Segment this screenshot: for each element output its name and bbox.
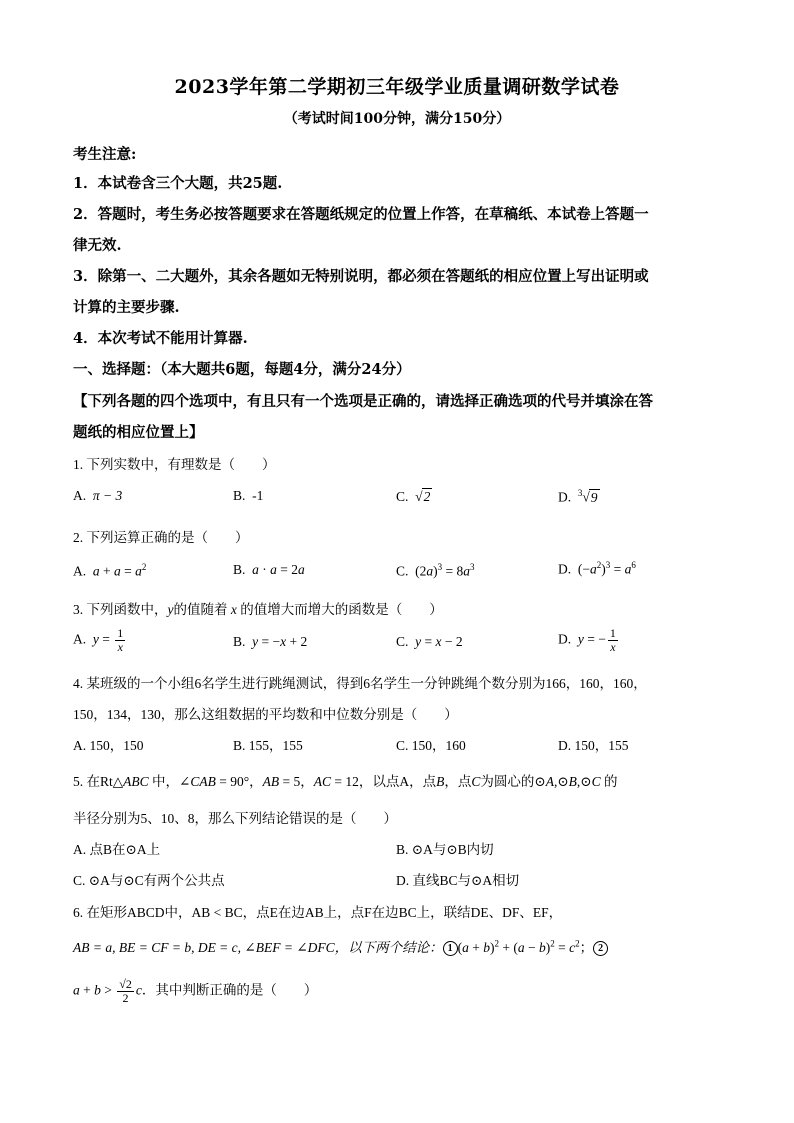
circled-number-2: 2 <box>593 941 608 956</box>
q1-option-a: A. π − 3 <box>73 488 123 503</box>
q4-option-d: D. 150，155 <box>558 738 629 753</box>
q1-option-d: D. $^3$√9 <box>558 488 598 505</box>
question-5-stem: 5. 在Rt△ABC 中，∠CAB = 90°，AB = 5，AC = 12，以点A，点B，点C为圆心的⊙A,⊙B,⊙C 的 <box>73 774 618 789</box>
notice-item-4: 4．本次考试不能用计算器. <box>73 330 248 347</box>
question-2-stem: 2. 下列运算正确的是（ ） <box>73 530 249 545</box>
question-3-stem: 3. 下列函数中，y的值随着 x 的值增大而增大的函数是（ ） <box>73 602 443 617</box>
question-1-stem: 1. 下列实数中，有理数是（ ） <box>73 457 276 472</box>
notice-heading: 考生注意: <box>73 146 137 163</box>
q3-option-d: D. y = − $\frac{1}{x}$ <box>558 626 616 654</box>
section-instruction: 【下列各题的四个选项中，有且只有一个选项是正确的，请选择正确选项的代号并填涂在答 <box>73 393 653 410</box>
page-title: 2023学年第二学期初三年级学业质量调研数学试卷 <box>174 76 620 98</box>
q5-option-c: C. ⊙A与⊙C有两个公共点 <box>73 873 225 888</box>
question-6-stem-end: a + b > $\frac{√2}{2}$ c．其中判断正确的是（ ） <box>73 977 318 1005</box>
section-heading: 一、选择题：（本大题共6题，每题4分，满分24分） <box>73 361 411 378</box>
section-instruction-cont: 题纸的相应位置上】 <box>73 424 204 441</box>
question-4-stem-cont: 150，134，130，那么这组数据的平均数和中位数分别是（ ） <box>73 707 458 722</box>
q5-option-a: A. 点B在⊙A上 <box>73 842 161 857</box>
q2-option-b: B. a · a = 2a <box>233 562 305 577</box>
notice-item-3-cont: 计算的主要步骤. <box>73 299 180 316</box>
page-subtitle: （考试时间100分钟，满分150分） <box>283 111 511 127</box>
q2-option-a: A. $a + a = a^2$ <box>73 562 147 579</box>
notice-item-1: 1．本试卷含三个大题，共25题. <box>73 175 283 192</box>
question-6-stem: 6. 在矩形ABCD中，AB < BC，点E在边AB上，点F在边BC上，联结DE、DF、EF， <box>73 905 563 920</box>
question-5-stem-cont: 半径分别为5、10、8，那么下列结论错误的是（ ） <box>73 811 397 826</box>
q4-option-c: C. 150，160 <box>396 738 466 753</box>
q2-option-c: C. $(2a)^3 = 8a^3$ <box>396 562 475 579</box>
q3-option-a: A. y = $\frac{1}{x}$ <box>73 626 124 654</box>
q5-option-d: D. 直线BC与⊙A相切 <box>396 873 520 888</box>
q4-option-b: B. 155，155 <box>233 738 303 753</box>
q3-option-b: B. y = −x + 2 <box>233 634 308 649</box>
q2-option-d: D. $(-a^2)^3 = a^6$ <box>558 560 636 577</box>
q1-option-c: C. √2 <box>396 489 431 504</box>
question-4-stem: 4. 某班级的一个小组6名学生进行跳绳测试，得到6名学生一分钟跳绳个数分别为166，160，160， <box>73 676 647 691</box>
question-6-stem-cont: AB = a, BE = CF = b, DE = c, ∠BEF = ∠DFC，以下两个结论： 1 $(a + b)^2 + (a - b)^2 = c^2$； 2 <box>73 936 608 956</box>
notice-item-3: 3．除第一、二大题外，其余各题如无特别说明，都必须在答题纸的相应位置上写出证明或 <box>73 268 649 285</box>
q5-option-b: B. ⊙A与⊙B内切 <box>396 842 494 857</box>
circled-number-1: 1 <box>443 941 458 956</box>
notice-item-2: 2．答题时，考生务必按答题要求在答题纸规定的位置上作答，在草稿纸、本试卷上答题一 <box>73 206 649 223</box>
q4-option-a: A. 150，150 <box>73 738 144 753</box>
q1-option-b: B. -1 <box>233 488 264 503</box>
q3-option-c: C. y = x − 2 <box>396 634 463 649</box>
notice-item-2-cont: 律无效. <box>73 237 122 254</box>
